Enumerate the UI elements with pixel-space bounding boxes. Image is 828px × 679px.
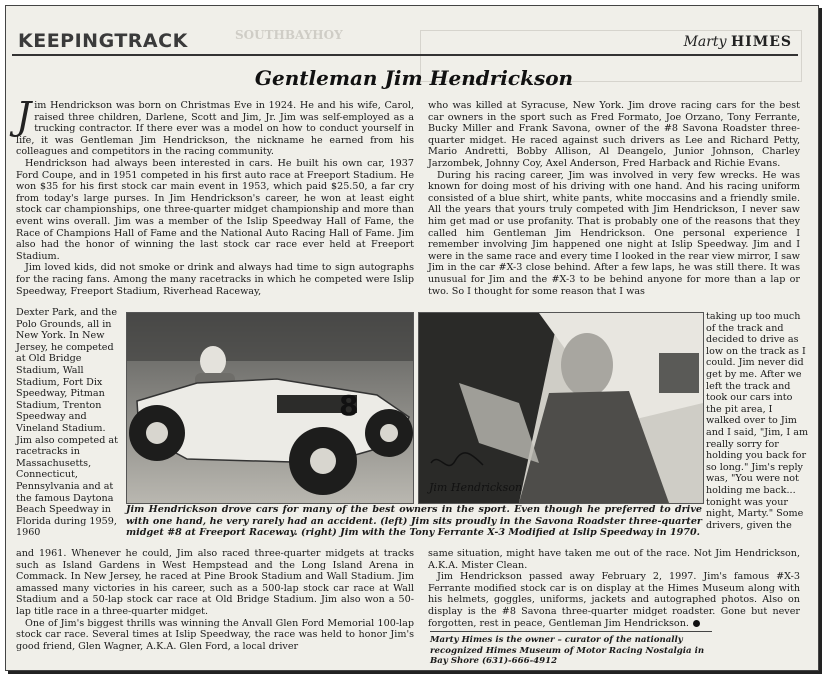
paragraph-3: Jim loved kids, did not smoke or drink and always had time to sign autographs for the racing fans. Among the many racetracks in which he competed were Islip Speedway, Freeport Stadium, Riverhead Raceway, [16,262,414,297]
paragraph-6-end: same situation, might have taken me out of the race. Not Jim Hendrickson, A.K.A. Mister Clean. [428,548,800,571]
byline: Marty HIMES [683,34,792,50]
end-mark [693,620,700,627]
photo-ferrante-x3-image [419,313,703,503]
drop-cap: J [16,94,32,138]
left-column-bottom [16,548,414,652]
paragraph-3-end: and 1961. Whenever he could, Jim also raced three-quarter midgets at tracks such as Island Gardens in West Hempstead and the Long Island Arena in Commack. In New Jersey, he raced at Pine Brook Stadium and Wall Stadium. Jim amassed many victories in his career, such as a 500-lap stock car race at Wall Stadium and a 50-lap stock car race at Old Bridge Stadium. Jim also won a 50-lap title race in a three-quarter midget. [16,548,414,617]
left-narrow-column: Dexter Park, and the Polo Grounds, all in New York. In New Jersey, he competed at Old Bridge Stadium, Wall Stadium, Fort Dix Speedway, Pitman Stadium, Trenton Speedway and Vineland Stadium. Jim also competed at racetracks in Massachusetts, Connecticut, Pennsylvania and at the famous Daytona Beach Speedway in Florida during 1959, 1960 [16,307,118,539]
left-column-top [16,94,414,297]
photo-midget-roadster [126,312,414,504]
car-number-8: 8 [339,389,359,422]
paragraph-7: Jim Hendrickson passed away February 2, 1997. Jim's famous #X-3 Ferrante modified stock car is on display at the Himes Museum along with his helmets, goggles, uniforms, jackets and autographed photos. Also on display is the #8 Savona three-quarter midget roadster. Gone but never forgotten, rest in peace, Gentleman Jim Hendrickson. [428,571,800,629]
article-title: Gentleman Jim Hendrickson [254,66,574,90]
photo-ferrante-x3 [418,312,704,504]
right-column-top [428,100,800,297]
paragraph-5: who was killed at Syracuse, New York. Jim drove racing cars for the best car owners in the sport such as Fred Formato, Joe Orzano, Tony Ferrante, Bucky Miller and Frank Savona, owner of the #8 Savona Roadster three-quarter midget. He raced against such drivers as Lee and Richard Petty, Mario Andretti, Bobby Allison, Al Deangelo, Junior Johnson, Charley Jarzombek, Johnny Coy, Axel Anderson, Fred Harback and Richie Evans. [428,100,800,169]
bleed-through-text: SOUTHBAYHOY [235,28,343,42]
author-note: Marty Himes is the owner – curator of the nationally recognized Himes Museum of Motor Racing Nostalgia in Bay Shore (631)-666-4912 [430,631,712,667]
paragraph-4: One of Jim's biggest thrills was winning the Anvall Glen Ford Memorial 100-lap stock car race. Several times at Islip Speedway, the race was held to honor Jim's good friend, Glen Wagner, A.K.A. Glen Ford, a local driver [16,617,414,652]
paragraph-1: Jim Hendrickson was born on Christmas Eve in 1924. He and his wife, Carol, raised three children, Darlene, Scott and Jim, Jr. Jim was self-employed as a trucking contractor. If there ever was a model on how to conduct yourself in life, it was Gentleman Jim Hendrickson, the nickname he earned from his colleagues and competitors in the racing community. [16,94,414,158]
right-narrow-column: taking up too much of the track and decided to drive as low on the track as I could. Jim never did get by me. After we left the track and took our cars into the pit area, I walked over to Jim and I said, "Jim, I am really sorry for holding you back for so long." Jim's reply was, "You were not holding me back... tonight was your night, Marty." Some drivers, given the [706,311,809,531]
column-header [12,28,798,56]
section-title: KEEPINGTRACK [18,30,188,52]
paragraph-2: Hendrickson had always been interested in cars. He built his own car, 1937 Ford Coupe, and in 1951 competed in his first auto race at Freeport Stadium. He won $35 for his first stock car main event in 1953, which paid $25.50, a far cry from today's large purses. In Jim Hendrickson's career, he won at least eight stock car championships, one three-quarter midget championship and more than event wins overall. Jim was a member of the Islip Speedway Hall of Fame, the Race of Champions Hall of Fame and the National Auto Racing Hall of Fame. Jim also had the honor of winning the last stock car race ever held at Freeport Stadium. [16,157,414,262]
right-column-bottom [428,548,800,629]
autograph: Jim Hendrickson [429,481,523,494]
paragraph-6: During his racing career, Jim was involved in very few wrecks. He was known for doing most of his driving with one hand. And his racing uniform consisted of a blue shirt, white pants, white moccasins and a friendly smile. All the years that yours truly competed with Jim Hendrickson, I never saw him get mad or use profanity. That is probably one of the reasons that they called him Gentleman Jim Hendrickson. One personal experience I remember involving Jim happened one night at Islip Speedway. Jim and I were in the same race and every time I looked in the rear view mirror, I saw Jim in the car #X-3 close behind. After a few laps, he was still there. It was unusual for Jim and the #X-3 to be behind anyone for more than a lap or two. So I thought for some reason that I was [428,169,800,297]
photo-midget-roadster-image [127,313,413,503]
photo-caption: Jim Hendrickson drove cars for many of the best owners in the sport. Even though he preferred to drive with one hand, he very rarely had an accident. (left) Jim sits proudly in the Savona Roadster three-quarter midget #8 at Freeport Raceway. (right) Jim with the Tony Ferrante X-3 Modified at Islip Speedway in 1970. [126,504,702,539]
